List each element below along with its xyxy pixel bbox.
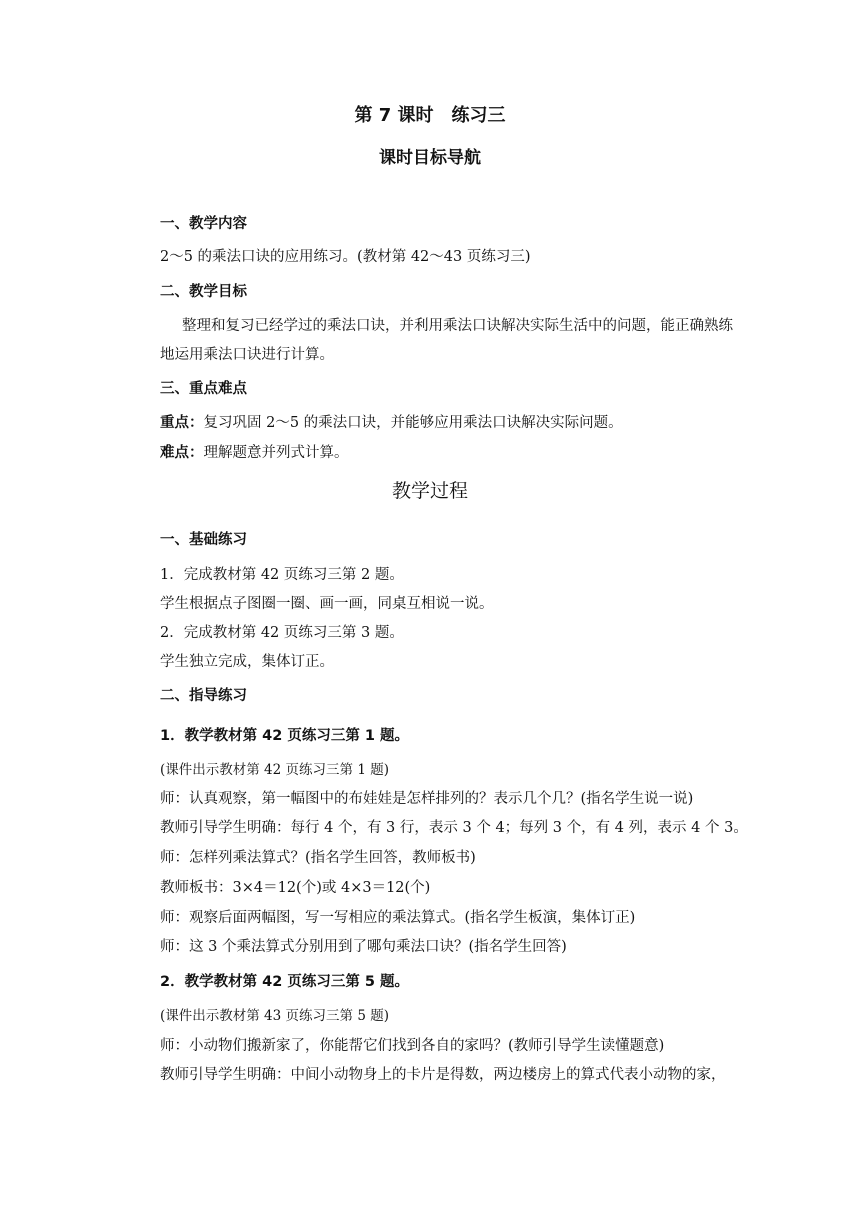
paragraph: 教师引导学生明确：每行 4 个，有 3 行，表示 3 个 4；每列 3 个，有 4 列，表示 4 个 3。 (160, 820, 748, 836)
paragraph: 地运用乘法口诀进行计算。 (160, 347, 334, 363)
paragraph: 师：这 3 个乘法算式分别用到了哪句乘法口诀？(指名学生回答) (160, 939, 567, 955)
section-heading: 三、重点难点 (160, 381, 247, 397)
paragraph: 师：认真观察，第一幅图中的布娃娃是怎样排列的？表示几个几？(指名学生说一说) (160, 791, 694, 807)
lesson-title: 第 7 课时 练习三 (354, 105, 506, 126)
paragraph: 师：怎样列乘法算式？(指名学生回答，教师板书) (160, 850, 476, 866)
paragraph: (课件出示教材第 42 页练习三第 1 题) (160, 762, 389, 778)
paragraph: 教师引导学生明确：中间小动物身上的卡片是得数，两边楼房上的算式代表小动物的家， (160, 1067, 726, 1083)
paragraph: 2．完成教材第 42 页练习三第 3 题。 (160, 625, 404, 641)
paragraph: 教师板书：3×4＝12(个)或 4×3＝12(个) (160, 880, 431, 896)
paragraph: 学生独立完成，集体订正。 (160, 654, 334, 670)
process-title: 教学过程 (391, 480, 468, 502)
exercise-heading: 2．教学教材第 42 页练习三第 5 题。 (160, 974, 410, 990)
paragraph: 整理和复习已经学过的乘法口诀，并利用乘法口诀解决实际生活中的问题，能正确熟练 (182, 318, 733, 334)
section-heading: 一、教学内容 (160, 216, 247, 232)
exercise-heading: 1．教学教材第 42 页练习三第 1 题。 (160, 728, 410, 744)
paragraph: 1．完成教材第 42 页练习三第 2 题。 (160, 567, 404, 583)
paragraph: 师：观察后面两幅图，写一写相应的乘法算式。(指名学生板演，集体订正) (160, 910, 636, 926)
paragraph: 学生根据点子图圈一圈、画一画，同桌互相说一说。 (160, 596, 494, 612)
section-heading: 二、教学目标 (160, 284, 247, 300)
key-point-line (160, 413, 623, 433)
key-point-label: 重点： (160, 415, 204, 431)
difficulty-line (160, 443, 349, 463)
paragraph: 师：小动物们搬新家了，你能帮它们找到各自的家吗？(教师引导学生读懂题意) (160, 1038, 665, 1054)
difficulty-label: 难点： (160, 445, 204, 461)
section-heading: 一、基础练习 (160, 532, 247, 548)
lesson-subtitle: 课时目标导航 (379, 148, 481, 168)
paragraph: 2～5 的乘法口诀的应用练习。(教材第 42～43 页练习三) (160, 249, 531, 265)
section-heading: 二、指导练习 (160, 688, 247, 704)
paragraph: (课件出示教材第 43 页练习三第 5 题) (160, 1008, 389, 1024)
key-point-text: 复习巩固 2～5 的乘法口诀，并能够应用乘法口诀解决实际问题。 (203, 415, 623, 431)
difficulty-text: 理解题意并列式计算。 (203, 445, 349, 461)
